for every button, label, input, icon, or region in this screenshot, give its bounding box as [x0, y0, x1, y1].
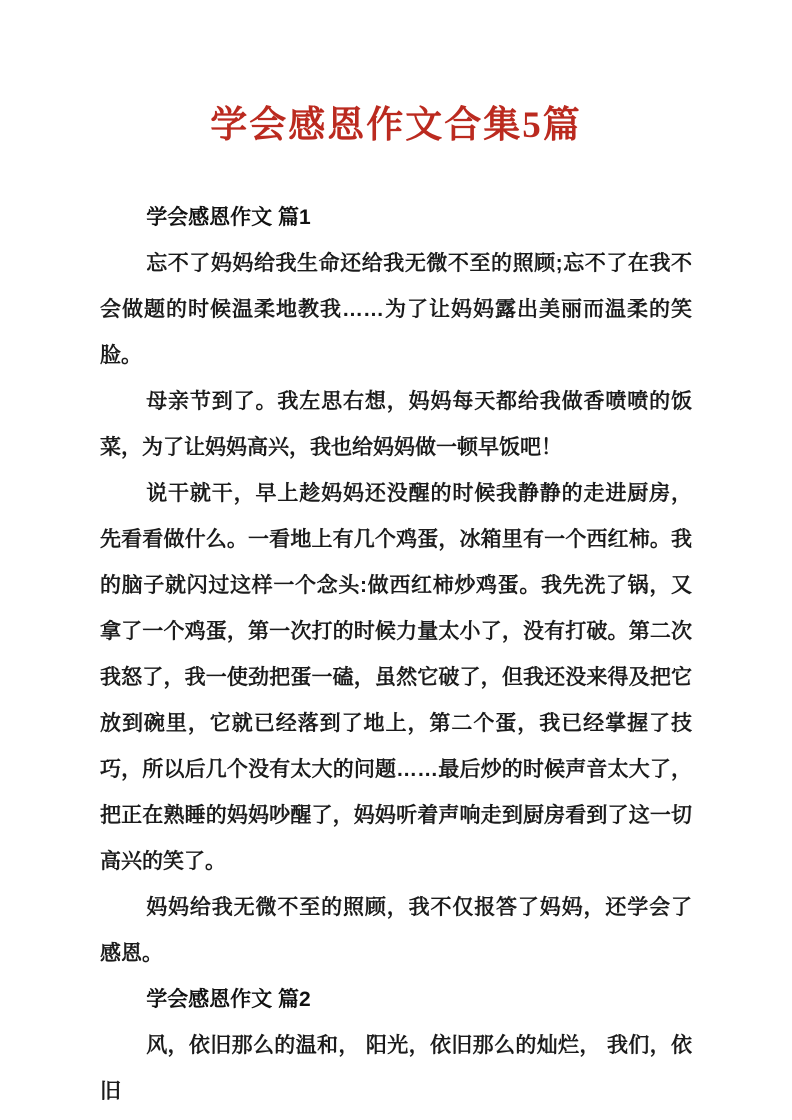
essay-section: [100, 977, 692, 1115]
essay-section-heading: 学会感恩作文 篇2: [146, 988, 311, 1011]
document-title: 学会感恩作文合集5篇: [210, 105, 582, 146]
essay-paragraph: 母亲节到了。我左思右想，妈妈每天都给我做香喷喷的饭菜，为了让妈妈高兴，我也给妈妈做一顿早饭吧！: [100, 390, 692, 459]
essay-paragraph: 妈妈给我无微不至的照顾，我不仅报答了妈妈，还学会了感恩。: [100, 896, 692, 965]
essay-section: [100, 195, 692, 977]
document-body: [100, 195, 692, 1115]
essay-section-heading: 学会感恩作文 篇1: [146, 206, 311, 229]
essay-paragraph: 风，依旧那么的温和， 阳光，依旧那么的灿烂， 我们，依旧: [100, 1034, 692, 1103]
essay-paragraph: 说干就干，早上趁妈妈还没醒的时候我静静的走进厨房，先看看做什么。一看地上有几个鸡蛋，冰箱里有一个西红柿。我的脑子就闪过这样一个念头:做西红柿炒鸡蛋。我先洗了锅，又拿了一个鸡蛋，第一次打的时候力量太小了，没有打破。第二次我怒了，我一使劲把蛋一磕，虽然它破了，但我还没来得及把它放到碗里，它就已经落到了地上，第二个蛋，我已经掌握了技巧，所以后几个没有太大的问题……最后炒的时候声音太大了，把正在熟睡的妈妈吵醒了，妈妈听着声响走到厨房看到了这一切高兴的笑了。: [100, 482, 692, 873]
essay-paragraph: 忘不了妈妈给我生命还给我无微不至的照顾;忘不了在我不会做题的时候温柔地教我……为了让妈妈露出美丽而温柔的笑脸。: [100, 252, 692, 367]
